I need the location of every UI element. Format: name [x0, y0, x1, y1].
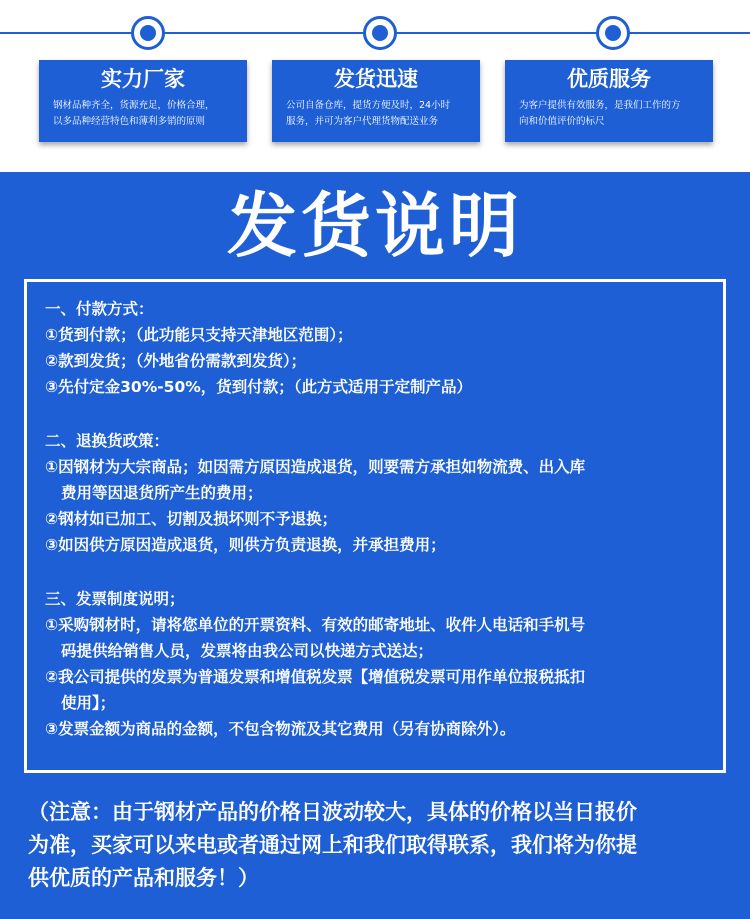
- page-title: 发货说明: [227, 185, 523, 267]
- feature-card-service: [505, 60, 713, 142]
- timeline-node-icon: [363, 16, 397, 50]
- list-item: ②款到发货；（外地省份需款到发货）；: [45, 352, 307, 370]
- list-item: ①货到付款；（此功能只支持天津地区范围）；: [45, 326, 353, 344]
- list-item-continued: 费用等因退货所产生的费用；: [61, 484, 263, 502]
- shipping-info-section: [0, 172, 750, 919]
- payment-section: [45, 296, 472, 400]
- feature-description: [39, 92, 247, 130]
- feature-desc-line: 为客户提供有效服务，是我们工作的方: [519, 100, 681, 111]
- feature-title: 发货迅速: [334, 67, 418, 91]
- list-item-continued: 使用】；: [61, 694, 116, 712]
- feature-card-strength: [39, 60, 247, 142]
- section-heading: 一、付款方式：: [45, 300, 154, 318]
- feature-title: 实力厂家: [101, 67, 185, 91]
- section-heading: 三、发票制度说明；: [45, 590, 185, 608]
- feature-desc-line: 以多品种经营特色和薄利多销的原则: [53, 116, 206, 127]
- feature-description: [272, 92, 480, 130]
- notice-line: 供优质的产品和服务！）: [28, 866, 259, 890]
- list-item-continued: 码提供给销售人员，发票将由我公司以快递方式送达；: [61, 642, 434, 660]
- feature-card-shipping: [272, 60, 480, 142]
- price-notice: [28, 796, 728, 895]
- feature-title: 优质服务: [567, 67, 651, 91]
- policy-box: [24, 279, 726, 773]
- feature-desc-line: 服务，并可为客户代理货物配送业务: [286, 116, 439, 127]
- feature-desc-line: 钢材品种齐全，货源充足，价格合理，: [53, 100, 215, 111]
- invoice-section: [45, 586, 585, 742]
- timeline-node-icon: [131, 16, 165, 50]
- feature-description: [505, 92, 713, 130]
- list-item: ②钢材如已加工、切割及损坏则不予退换；: [45, 510, 338, 528]
- list-item: ③先付定金30%-50%，货到付款；（此方式适用于定制产品）: [45, 378, 473, 396]
- list-item: ①因钢材为大宗商品；如因需方原因造成退货，则要需方承担如物流费、出入库: [45, 458, 586, 476]
- list-item: ①采购钢材时，请将您单位的开票资料、有效的邮寄地址、收件人电话和手机号: [45, 616, 586, 634]
- notice-line: 为准，买家可以来电或者通过网上和我们取得联系，我们将为你提: [28, 833, 637, 857]
- list-item: ②我公司提供的发票为普通发票和增值税发票【增值税发票可用作单位报税抵扣: [45, 668, 586, 686]
- feature-desc-line: 向和价值评价的标尺: [519, 116, 605, 127]
- list-item: ③发票金额为商品的金额，不包含物流及其它费用（另有协商除外）。: [45, 720, 516, 738]
- list-item: ③如因供方原因造成退货，则供方负责退换，并承担费用；: [45, 536, 446, 554]
- top-banner: [0, 0, 750, 172]
- timeline-node-icon: [596, 16, 630, 50]
- feature-desc-line: 公司自备仓库，提货方便及时，24小时: [286, 100, 451, 111]
- returns-section: [45, 428, 585, 558]
- notice-line: （注意：由于钢材产品的价格日波动较大，具体的价格以当日报价: [28, 800, 637, 824]
- section-heading: 二、退换货政策：: [45, 432, 170, 450]
